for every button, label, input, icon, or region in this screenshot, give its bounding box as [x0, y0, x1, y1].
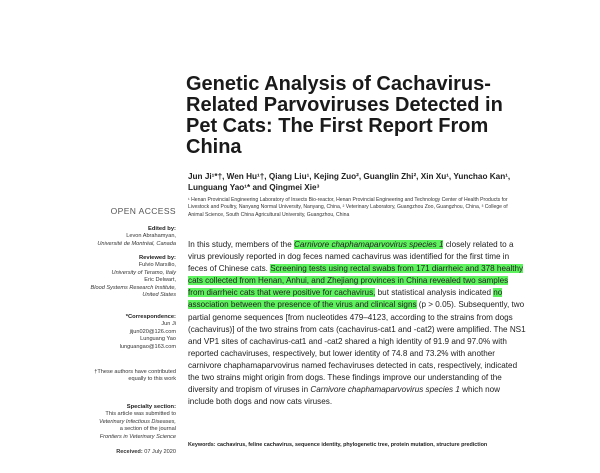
equal-contribution-note [82, 369, 176, 384]
open-access-label: OPEN ACCESS [110, 206, 176, 216]
specialty-line-1: This article was submitted to [105, 411, 176, 418]
specialty-line-2: Veterinary Infectious Diseases, [99, 418, 176, 425]
keywords-label: Keywords: [188, 442, 216, 448]
abstract-text-3: but statistical analysis indicated [375, 288, 494, 298]
specialty-section-label: Specialty section: [126, 404, 176, 410]
specialty-line-3: a section of the journal [119, 426, 176, 433]
edited-by-label: Edited by: [147, 226, 176, 232]
abstract [188, 239, 526, 408]
reviewer-2-country: United States [142, 292, 176, 299]
reviewer-1-affiliation: University of Teramo, Italy [111, 269, 176, 276]
keywords-text: cachavirus, feline cachavirus, sequence identity, phylogenetic tree, protein mutation, structure prediction [217, 442, 488, 448]
editor-name: Levon Abrahamyan, [126, 233, 176, 240]
author-list: Jun Ji¹*†, Wen Hu¹†, Qiang Liu¹, Kejing Zuo², Guanglin Zhi², Xin Xu¹, Yunchao Kan¹, Lunguang Yao¹* and Qingmei Xie³ [188, 172, 511, 192]
corresponding-email-2[interactable]: lunguangao@163.com [119, 343, 176, 350]
editor-affiliation: Université de Montréal, Canada [97, 240, 176, 247]
corresponding-author-2: Lunguang Yao [140, 336, 176, 343]
abstract-text-2: closely related to a virus previously reported in dog feces named cachavirus was identified for the first time in feces of Chinese cats. [188, 240, 514, 274]
reviewed-by-label: Reviewed by: [138, 255, 176, 261]
correspondence-label: *Correspondence: [125, 314, 176, 320]
specialty-line-4: Frontiers in Veterinary Science [99, 433, 176, 440]
abstract-highlight-no-association: no association between the presence of the virus and clinical signs [188, 288, 503, 310]
reviewer-1-name: Fulvio Marsilio, [138, 262, 176, 269]
keywords [188, 441, 526, 450]
received-label: Received: [116, 449, 143, 455]
specialty-section-block [82, 404, 176, 441]
abstract-text-1: In this study, members of the [188, 240, 294, 249]
abstract-text-4: (p > 0.05). Subsequently, two partial genome sequences [from nucleotides 479–4123, according to the strains from dogs (cachavirus)] of the two strains from cats (cachavirus-cat1 and -cat2) were amplified. The NS1 and VP1 sites of cachavirus-cat1 and -cat2 shared a high identity of 91.9 and 97.0% with reported cachaviruses, respectively, but lower identity of 74.8 and 73.2% with another carnivore chaphamaparvovirus named fechaviruses detected in cats, respectively, indicated the two strains might origin from dogs. These findings improve our understanding of the diversity and tropism of viruses in [188, 300, 526, 395]
abstract-highlight-screening: Screening tests using rectal swabs from 171 diarrheic and 378 healthy cats collected from Henan, Anhui, and Zhejiang provinces in China revealed two samples from diarrheic cats that were positive for cachavirus, [188, 264, 524, 298]
corresponding-email-1[interactable]: jijun020@126.com [129, 328, 176, 335]
abstract-italic-species: Carnivore chaphamaparvovirus species 1 [310, 385, 460, 395]
affiliations: ¹ Henan Provincial Engineering Laboratory of Insects Bio-reactor, Henan Provincial Engineering and Technology Center of Health Products for Livestock and Poultry, Nanyang Normal University, Nanyang, China, ² Veterinary Laboratory, Guangzhou Zoo, Guangzhou, China, ³ College of Animal Science, South China Agricultural University, Guangzhou, China [188, 197, 508, 218]
abstract-text-5: which now include both dogs and now cats viruses. [188, 385, 501, 407]
reviewed-by-block [82, 255, 176, 299]
equal-contribution-line-1: †These authors have contributed [94, 369, 176, 375]
received-block [82, 449, 176, 456]
corresponding-author-1: Jun Ji [161, 321, 176, 328]
reviewer-2-affiliation: Blood Systems Research Institute, [90, 284, 176, 291]
received-date: 07 July 2020 [144, 449, 176, 455]
article-title: Genetic Analysis of Cachavirus-Related Parvoviruses Detected in Pet Cats: The First Report From China [186, 73, 503, 158]
edited-by-block [82, 226, 176, 248]
correspondence-block [82, 314, 176, 351]
reviewer-2-name: Eric Delwart, [144, 277, 176, 284]
abstract-highlight-species: Carnivore chaphamaparvovirus species 1 [293, 240, 444, 249]
equal-contribution-line-2: equally to this work [128, 376, 176, 383]
